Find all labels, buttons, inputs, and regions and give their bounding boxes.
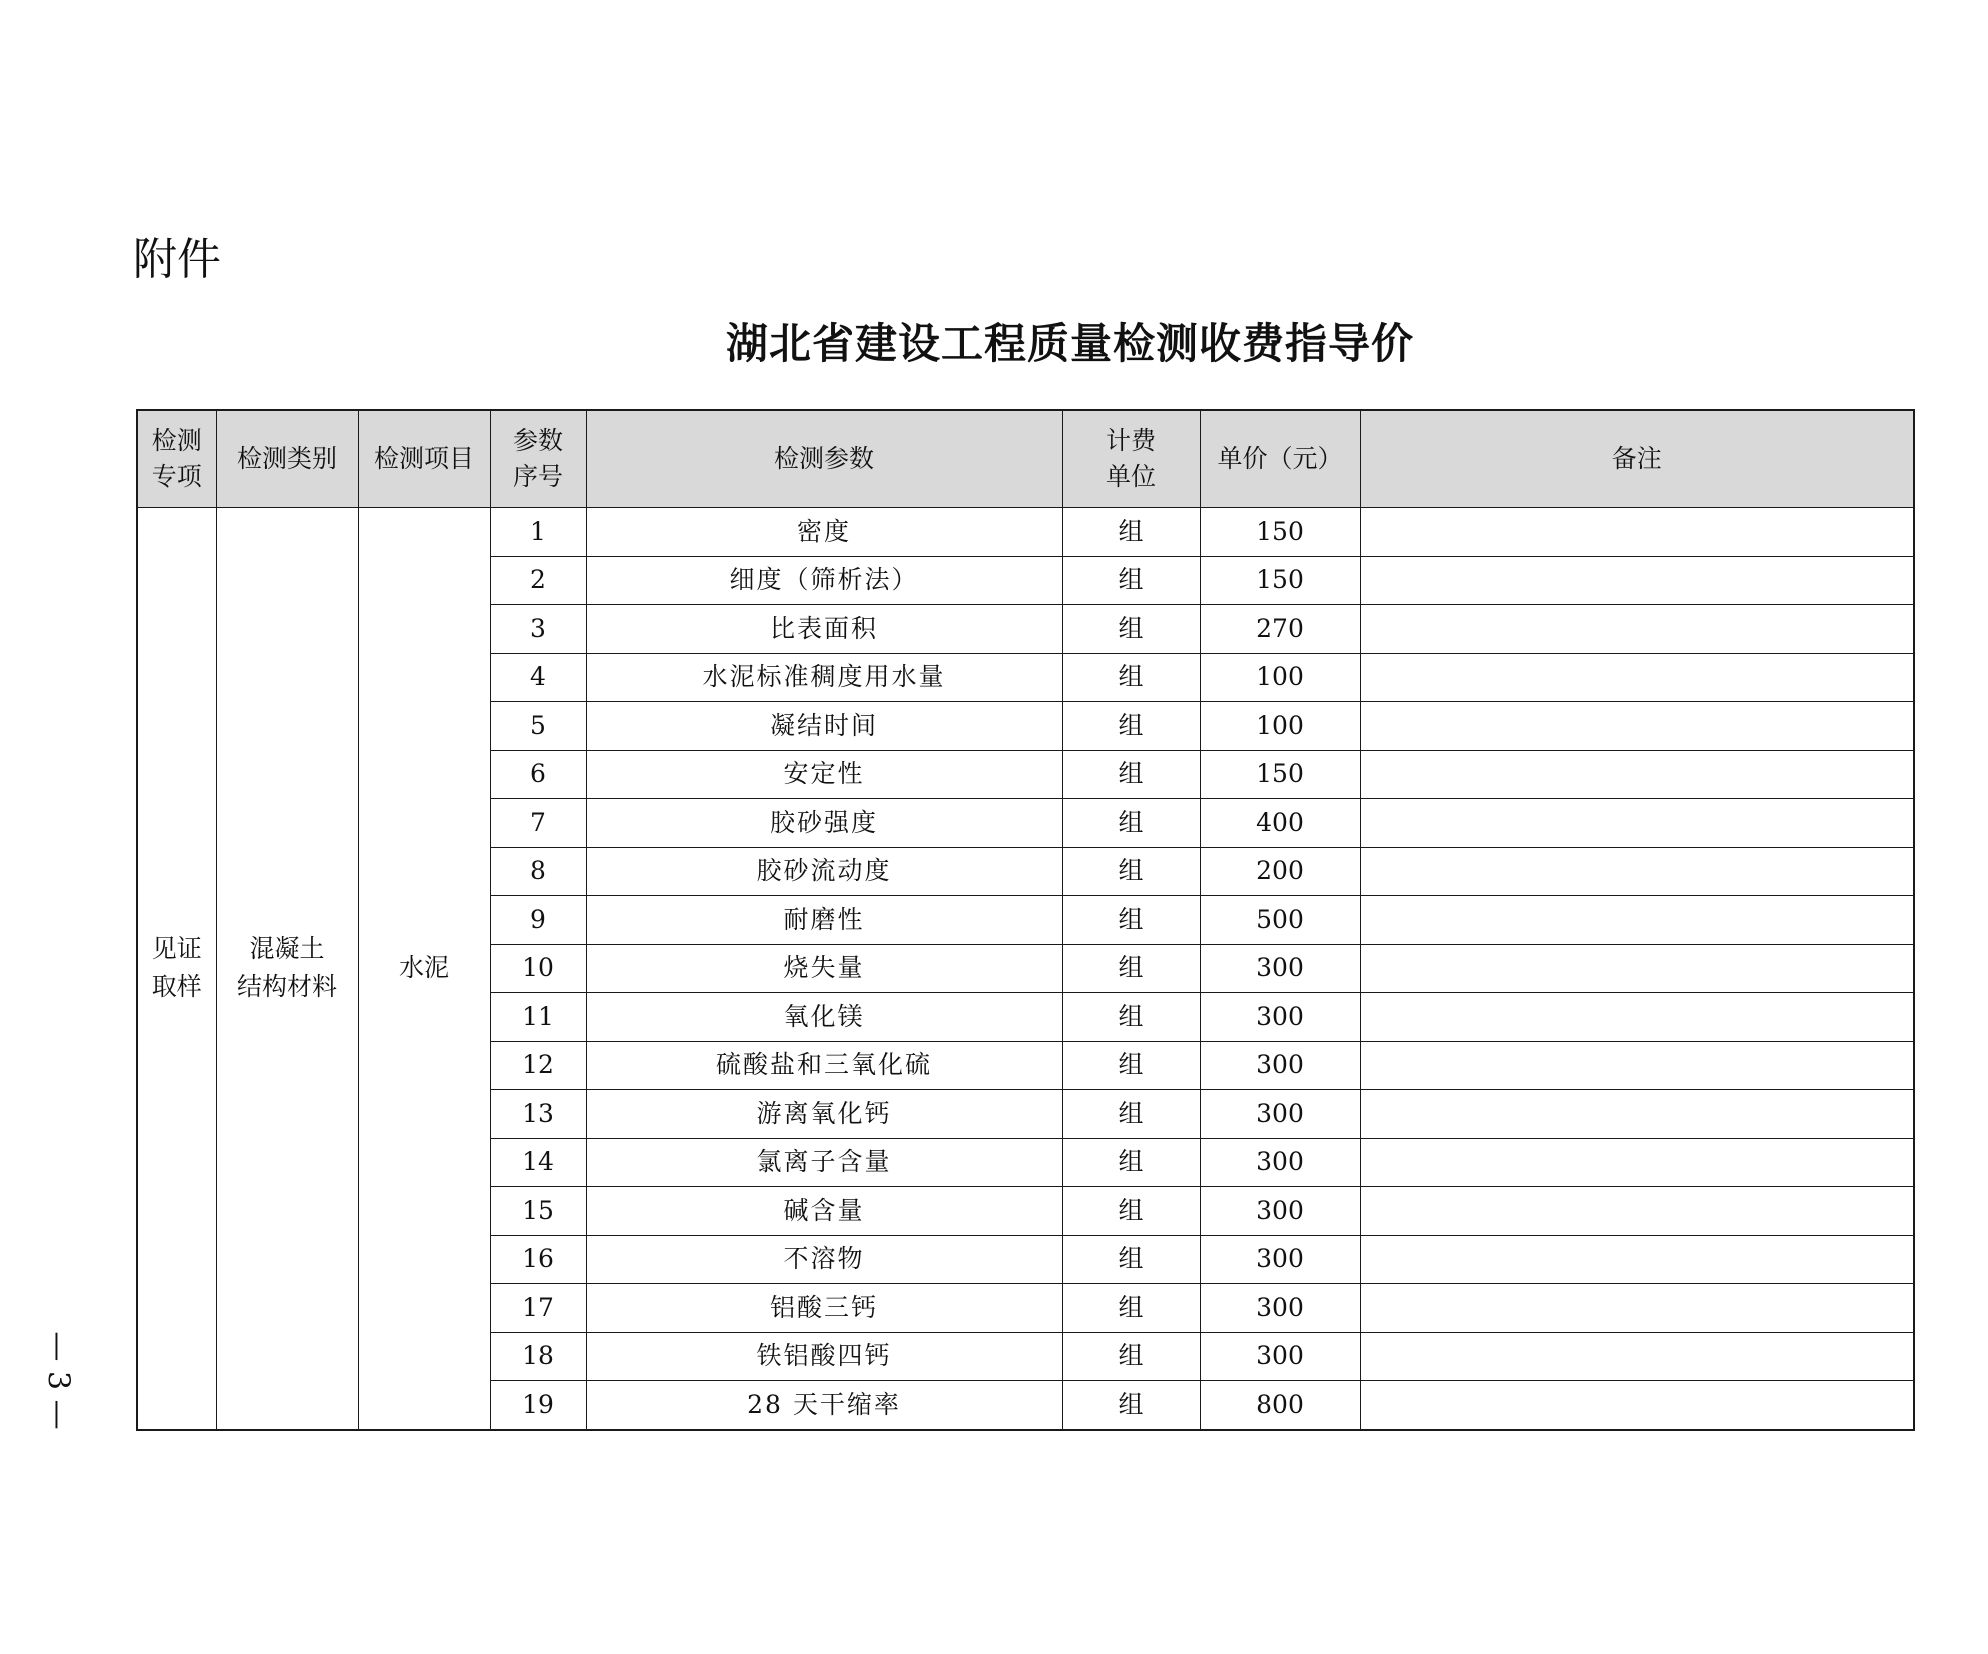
cell-seq: 12 — [490, 1041, 586, 1090]
cell-seq: 3 — [490, 605, 586, 654]
cell-unit: 组 — [1062, 1381, 1200, 1430]
cell-param: 烧失量 — [586, 944, 1062, 993]
cell-param: 耐磨性 — [586, 896, 1062, 945]
cell-param: 密度 — [586, 508, 1062, 557]
cell-param: 铁铝酸四钙 — [586, 1332, 1062, 1381]
cell-param: 28 天干缩率 — [586, 1381, 1062, 1430]
header-special-line-1: 检测 — [151, 426, 202, 455]
cell-price: 300 — [1200, 993, 1360, 1042]
cell-seq: 5 — [490, 702, 586, 751]
header-unit — [1062, 410, 1200, 508]
cell-remark — [1360, 653, 1914, 702]
cell-price: 300 — [1200, 1138, 1360, 1187]
cell-price: 300 — [1200, 1041, 1360, 1090]
header-item: 检测项目 — [358, 410, 490, 508]
header-price: 单价（元） — [1200, 410, 1360, 508]
cell-remark — [1360, 750, 1914, 799]
cell-param: 比表面积 — [586, 605, 1062, 654]
header-seq-line-2: 序号 — [512, 462, 563, 491]
cell-price: 300 — [1200, 944, 1360, 993]
cell-remark — [1360, 1041, 1914, 1090]
cell-price: 400 — [1200, 799, 1360, 848]
cell-seq: 14 — [490, 1138, 586, 1187]
cell-price: 100 — [1200, 702, 1360, 751]
cell-remark — [1360, 896, 1914, 945]
cell-unit: 组 — [1062, 702, 1200, 751]
cell-remark — [1360, 944, 1914, 993]
cell-unit: 组 — [1062, 993, 1200, 1042]
header-remark: 备注 — [1360, 410, 1914, 508]
cell-special — [137, 508, 216, 1430]
cell-param: 硫酸盐和三氧化硫 — [586, 1041, 1062, 1090]
cell-unit: 组 — [1062, 1138, 1200, 1187]
cell-price: 270 — [1200, 605, 1360, 654]
cell-price: 300 — [1200, 1235, 1360, 1284]
cell-unit: 组 — [1062, 1090, 1200, 1139]
cell-seq: 17 — [490, 1284, 586, 1333]
header-category: 检测类别 — [216, 410, 358, 508]
cell-price: 800 — [1200, 1381, 1360, 1430]
header-seq-line-1: 参数 — [512, 426, 563, 455]
cell-price: 300 — [1200, 1284, 1360, 1333]
table-body — [137, 508, 1914, 1430]
cell-unit: 组 — [1062, 847, 1200, 896]
cell-seq: 2 — [490, 556, 586, 605]
cell-remark — [1360, 1284, 1914, 1333]
cell-item: 水泥 — [358, 508, 490, 1430]
cell-remark — [1360, 1090, 1914, 1139]
header-special — [137, 410, 216, 508]
cell-seq: 19 — [490, 1381, 586, 1430]
cell-unit: 组 — [1062, 1187, 1200, 1236]
cell-param: 氧化镁 — [586, 993, 1062, 1042]
cell-remark — [1360, 799, 1914, 848]
cell-remark — [1360, 1332, 1914, 1381]
cell-unit: 组 — [1062, 1332, 1200, 1381]
header-unit-line-2: 单位 — [1105, 462, 1156, 491]
cell-seq: 6 — [490, 750, 586, 799]
cell-seq: 15 — [490, 1187, 586, 1236]
cell-param: 氯离子含量 — [586, 1138, 1062, 1187]
cell-special-line-2: 取样 — [151, 972, 202, 1002]
cell-param: 安定性 — [586, 750, 1062, 799]
cell-seq: 11 — [490, 993, 586, 1042]
cell-remark — [1360, 1235, 1914, 1284]
header-param: 检测参数 — [586, 410, 1062, 508]
cell-price: 200 — [1200, 847, 1360, 896]
cell-param: 水泥标准稠度用水量 — [586, 653, 1062, 702]
cell-seq: 1 — [490, 508, 586, 557]
cell-category-line-1: 混凝土 — [249, 934, 325, 964]
cell-special-line-1: 见证 — [151, 934, 202, 964]
cell-param: 胶砂流动度 — [586, 847, 1062, 896]
cell-price: 150 — [1200, 750, 1360, 799]
cell-seq: 8 — [490, 847, 586, 896]
cell-param: 碱含量 — [586, 1187, 1062, 1236]
cell-param: 胶砂强度 — [586, 799, 1062, 848]
cell-price: 300 — [1200, 1187, 1360, 1236]
page-number-text: — 3 — — [40, 1330, 76, 1430]
cell-unit: 组 — [1062, 1235, 1200, 1284]
cell-price: 150 — [1200, 556, 1360, 605]
cell-price: 150 — [1200, 508, 1360, 557]
cell-seq: 7 — [490, 799, 586, 848]
cell-unit: 组 — [1062, 896, 1200, 945]
cell-remark — [1360, 702, 1914, 751]
cell-param: 铝酸三钙 — [586, 1284, 1062, 1333]
cell-seq: 10 — [490, 944, 586, 993]
header-seq — [490, 410, 586, 508]
cell-remark — [1360, 1381, 1914, 1430]
cell-seq: 18 — [490, 1332, 586, 1381]
cell-price: 500 — [1200, 896, 1360, 945]
cell-seq: 16 — [490, 1235, 586, 1284]
cell-category — [216, 508, 358, 1430]
cell-seq: 4 — [490, 653, 586, 702]
cell-price: 100 — [1200, 653, 1360, 702]
cell-seq: 9 — [490, 896, 586, 945]
cell-remark — [1360, 1187, 1914, 1236]
cell-category-line-2: 结构材料 — [236, 972, 337, 1002]
cell-unit: 组 — [1062, 944, 1200, 993]
cell-unit: 组 — [1062, 799, 1200, 848]
cell-unit: 组 — [1062, 605, 1200, 654]
cell-remark — [1360, 605, 1914, 654]
page-number — [38, 1320, 78, 1440]
cell-remark — [1360, 1138, 1914, 1187]
cell-param: 凝结时间 — [586, 702, 1062, 751]
attachment-label: 附件 — [133, 234, 221, 285]
cell-remark — [1360, 993, 1914, 1042]
cell-unit: 组 — [1062, 1041, 1200, 1090]
cell-remark — [1360, 556, 1914, 605]
cell-price: 300 — [1200, 1332, 1360, 1381]
cell-unit: 组 — [1062, 556, 1200, 605]
header-unit-line-1: 计费 — [1105, 426, 1156, 455]
cell-unit: 组 — [1062, 1284, 1200, 1333]
table-row — [137, 508, 1914, 557]
cell-param: 细度（筛析法） — [586, 556, 1062, 605]
cell-remark — [1360, 847, 1914, 896]
cell-price: 300 — [1200, 1090, 1360, 1139]
cell-remark — [1360, 508, 1914, 557]
table-header-row — [137, 410, 1914, 508]
cell-param: 游离氧化钙 — [586, 1090, 1062, 1139]
document-title: 湖北省建设工程质量检测收费指导价 — [725, 319, 1414, 368]
cell-unit: 组 — [1062, 750, 1200, 799]
cell-unit: 组 — [1062, 508, 1200, 557]
cell-seq: 13 — [490, 1090, 586, 1139]
cell-param: 不溶物 — [586, 1235, 1062, 1284]
cell-unit: 组 — [1062, 653, 1200, 702]
price-table — [136, 409, 1915, 1431]
header-special-line-2: 专项 — [151, 462, 202, 491]
